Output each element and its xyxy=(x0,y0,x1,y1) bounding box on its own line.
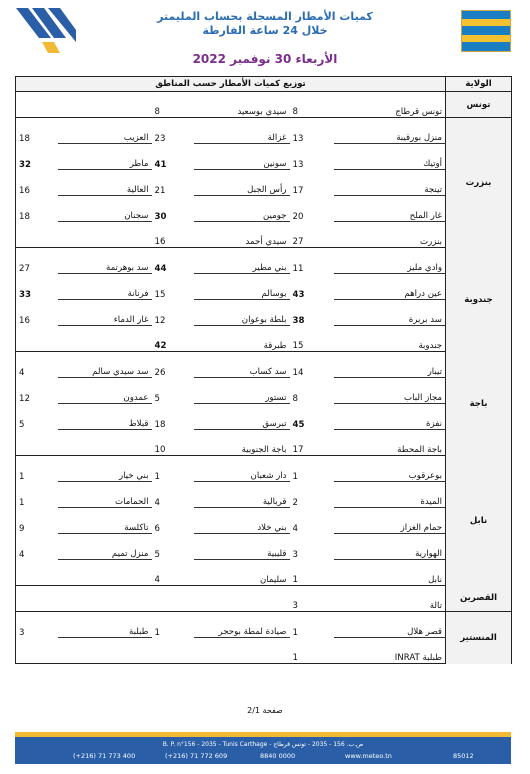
station-name: العالية xyxy=(58,170,152,196)
station-name: تالة xyxy=(334,586,446,612)
station-name: بني خلاد xyxy=(194,508,290,534)
rain-value xyxy=(152,638,194,664)
table-row xyxy=(16,560,512,586)
station-name: تونس قرطاج xyxy=(334,92,446,118)
station-name: ماطر xyxy=(58,144,152,170)
rain-value: 12 xyxy=(16,378,58,404)
rain-value: 17 xyxy=(290,430,334,456)
rain-value: 1 xyxy=(16,482,58,508)
governorate-cell: جندوبة xyxy=(446,248,512,352)
rain-value xyxy=(16,222,58,248)
table-row xyxy=(16,430,512,456)
station-name xyxy=(58,638,152,664)
distribution-header: توزيع كميات الأمطار حسب المناطق xyxy=(16,77,446,92)
table-row xyxy=(16,404,512,430)
station-name: دار شعبان xyxy=(194,456,290,482)
station-name: سجنان xyxy=(58,196,152,222)
rain-value: 8 xyxy=(290,92,334,118)
rain-value: 17 xyxy=(292,185,304,196)
rainfall-table xyxy=(15,76,512,664)
station-name: قليبية xyxy=(194,534,290,560)
station-name: تبرسق xyxy=(194,404,290,430)
rain-value xyxy=(16,92,58,118)
rain-value: 8 xyxy=(292,393,298,404)
phone-number: (+216) 71 773 400 xyxy=(73,752,136,760)
postal-code: 85012 xyxy=(453,752,474,760)
rain-value: 18 xyxy=(16,196,58,222)
rain-value: 16 xyxy=(16,170,58,196)
station-name: غار الدماء xyxy=(58,300,152,326)
station-name xyxy=(58,560,152,586)
table-row xyxy=(16,118,512,144)
rain-value: 1 xyxy=(16,456,58,482)
station-name: سونين xyxy=(194,144,290,170)
rain-value: 43 xyxy=(292,289,305,300)
rain-value: 1 xyxy=(154,627,160,638)
rain-value: 4 xyxy=(16,534,58,560)
rain-value: 1 xyxy=(292,627,298,638)
station-name: سد بوهرتمة xyxy=(58,248,152,274)
station-name xyxy=(58,586,152,612)
station-name: سيدي أحمد xyxy=(194,222,290,248)
rain-value: 9 xyxy=(16,508,58,534)
rain-value: 42 xyxy=(152,326,194,352)
rain-value xyxy=(16,430,58,456)
rain-value: 27 xyxy=(16,248,58,274)
rain-value: 4 xyxy=(292,523,298,534)
table-row xyxy=(16,638,512,664)
table-row xyxy=(16,144,512,170)
station-name: سد كساب xyxy=(194,352,290,378)
table-row xyxy=(16,352,512,378)
governorate-cell: المنستير xyxy=(446,612,512,664)
station-name: غار الملح xyxy=(334,196,446,222)
station-name xyxy=(58,326,152,352)
rain-value: 5 xyxy=(154,549,160,560)
station-name: بنزرت xyxy=(334,222,446,248)
rain-value: 10 xyxy=(152,430,194,456)
rain-value: 6 xyxy=(154,523,160,534)
table-row xyxy=(16,300,512,326)
governorate-cell: باجة xyxy=(446,352,512,456)
rain-value: 15 xyxy=(290,326,334,352)
rain-value: 3 xyxy=(16,612,58,638)
rain-value: 44 xyxy=(154,263,167,274)
rain-value: 13 xyxy=(292,133,304,144)
governorate-header: الولاية xyxy=(446,77,512,92)
table-row xyxy=(16,248,512,274)
rain-value: 5 xyxy=(154,393,160,404)
station-name: العزيب xyxy=(58,118,152,144)
station-name: الحمامات xyxy=(58,482,152,508)
station-name: سيدي بوسعيد xyxy=(194,92,290,118)
report-date: الأربعاء 30 نوفمبر 2022 xyxy=(192,52,338,66)
rain-value xyxy=(16,326,58,352)
rain-value: 13 xyxy=(292,159,304,170)
service-number: 8840 0000 xyxy=(260,752,296,760)
station-name: جندوبة xyxy=(334,326,446,352)
station-name: مجاز الباب xyxy=(334,378,446,404)
rain-value xyxy=(16,586,58,612)
table-row xyxy=(16,326,512,352)
station-name: باجة المحطة xyxy=(334,430,446,456)
inm-logo-right xyxy=(461,10,511,52)
table-row xyxy=(16,456,512,482)
station-name: تستور xyxy=(194,378,290,404)
station-name: سد سيدي سالم xyxy=(58,352,152,378)
rain-value: 4 xyxy=(16,352,58,378)
station-name: غزالة xyxy=(194,118,290,144)
rain-value: 18 xyxy=(16,118,58,144)
station-name: طبلبة INRAT xyxy=(334,638,446,664)
station-name: قربالية xyxy=(194,482,290,508)
station-name: جومين xyxy=(194,196,290,222)
station-name xyxy=(194,586,290,612)
rain-value: 12 xyxy=(154,315,166,326)
station-name xyxy=(58,92,152,118)
station-name: طبلبة xyxy=(58,612,152,638)
station-name: سد بربرة xyxy=(334,300,446,326)
governorate-cell: تونس xyxy=(446,92,512,118)
rain-value: 15 xyxy=(154,289,166,300)
table-row xyxy=(16,170,512,196)
footer-bar xyxy=(15,732,511,764)
table-row xyxy=(16,586,512,612)
rain-value: 3 xyxy=(292,549,298,560)
station-name: منزل تميم xyxy=(58,534,152,560)
rain-value: 3 xyxy=(290,586,334,612)
governorate-cell: نابل xyxy=(446,456,512,586)
table-row xyxy=(16,508,512,534)
governorate-cell: القصرين xyxy=(446,586,512,612)
website-link[interactable]: www.meteo.tn xyxy=(345,752,392,760)
table-row xyxy=(16,196,512,222)
table-row xyxy=(16,378,512,404)
table-row xyxy=(16,612,512,638)
station-name xyxy=(58,430,152,456)
station-name: الهوارية xyxy=(334,534,446,560)
station-name: عين دراهم xyxy=(334,274,446,300)
station-name: نابل xyxy=(334,560,446,586)
station-name: رأس الجبل xyxy=(194,170,290,196)
rain-value: 18 xyxy=(154,419,166,430)
table-row xyxy=(16,92,512,118)
table-row xyxy=(16,482,512,508)
station-name: نفزة xyxy=(334,404,446,430)
station-name: الميدة xyxy=(334,482,446,508)
rain-value: 26 xyxy=(154,367,166,378)
station-name: تينجة xyxy=(334,170,446,196)
rain-value: 20 xyxy=(292,211,304,222)
station-name: أوتيك xyxy=(334,144,446,170)
table-row xyxy=(16,274,512,300)
station-name: منزل بورقيبة xyxy=(334,118,446,144)
rain-value: 4 xyxy=(154,497,160,508)
rain-value: 41 xyxy=(154,159,167,170)
station-name: صيادة لمطة بوحجر xyxy=(194,612,290,638)
rain-value: 33 xyxy=(16,274,58,300)
page-number: صفحة 2/1 xyxy=(247,706,283,715)
station-name: بني مطير xyxy=(194,248,290,274)
page-title-line2: خلال 24 ساعة الفارطة xyxy=(202,24,328,37)
rain-value: 21 xyxy=(154,185,166,196)
rain-value: 32 xyxy=(16,144,58,170)
rain-value: 45 xyxy=(292,419,305,430)
station-name: فرنانة xyxy=(58,274,152,300)
station-name: سليمان xyxy=(194,560,290,586)
table-row xyxy=(16,222,512,248)
station-name: بني خيار xyxy=(58,456,152,482)
page-title-line1: كميات الأمطار المسجلة بحساب المليمتر xyxy=(157,10,373,23)
footer-stripe xyxy=(15,732,511,737)
station-name xyxy=(58,222,152,248)
rain-value: 30 xyxy=(154,211,167,222)
station-name: قصر هلال xyxy=(334,612,446,638)
station-name: طبرقة xyxy=(194,326,290,352)
rain-value: 27 xyxy=(290,222,334,248)
rain-value: 38 xyxy=(292,315,305,326)
station-name: حمام الغزاز xyxy=(334,508,446,534)
institute-logo-left xyxy=(16,8,76,53)
rain-value: 4 xyxy=(152,560,194,586)
station-name: بوسالم xyxy=(194,274,290,300)
station-name: تيبار xyxy=(334,352,446,378)
station-name: بوعرقوب xyxy=(334,456,446,482)
footer-address: B. P. n°156 - 2035 - Tunis Carthage - ص.ب. 156 - 2035 - تونس قرطاج xyxy=(162,741,364,748)
rain-value: 5 xyxy=(16,404,58,430)
rain-value: 1 xyxy=(290,638,334,664)
rain-value: 1 xyxy=(290,560,334,586)
station-name: تاكلسة xyxy=(58,508,152,534)
rain-value xyxy=(16,638,58,664)
station-name: عمدون xyxy=(58,378,152,404)
rain-value: 16 xyxy=(152,222,194,248)
rain-value: 14 xyxy=(292,367,304,378)
station-name: بلطة بوعوان xyxy=(194,300,290,326)
table-row xyxy=(16,534,512,560)
station-name: قبلاط xyxy=(58,404,152,430)
rain-value: 11 xyxy=(292,263,304,274)
rain-value: 16 xyxy=(16,300,58,326)
station-name: وادي مليز xyxy=(334,248,446,274)
station-name xyxy=(194,638,290,664)
station-name: باجة الجنوبية xyxy=(194,430,290,456)
rain-value: 1 xyxy=(292,471,298,482)
rain-value: 2 xyxy=(292,497,298,508)
rain-value xyxy=(16,560,58,586)
fax-number: (+216) 71 772 609 xyxy=(165,752,228,760)
rain-value: 8 xyxy=(152,92,194,118)
rain-value: 23 xyxy=(154,133,166,144)
governorate-cell: بنزرت xyxy=(446,118,512,248)
rain-value xyxy=(152,586,194,612)
rain-value: 1 xyxy=(154,471,160,482)
